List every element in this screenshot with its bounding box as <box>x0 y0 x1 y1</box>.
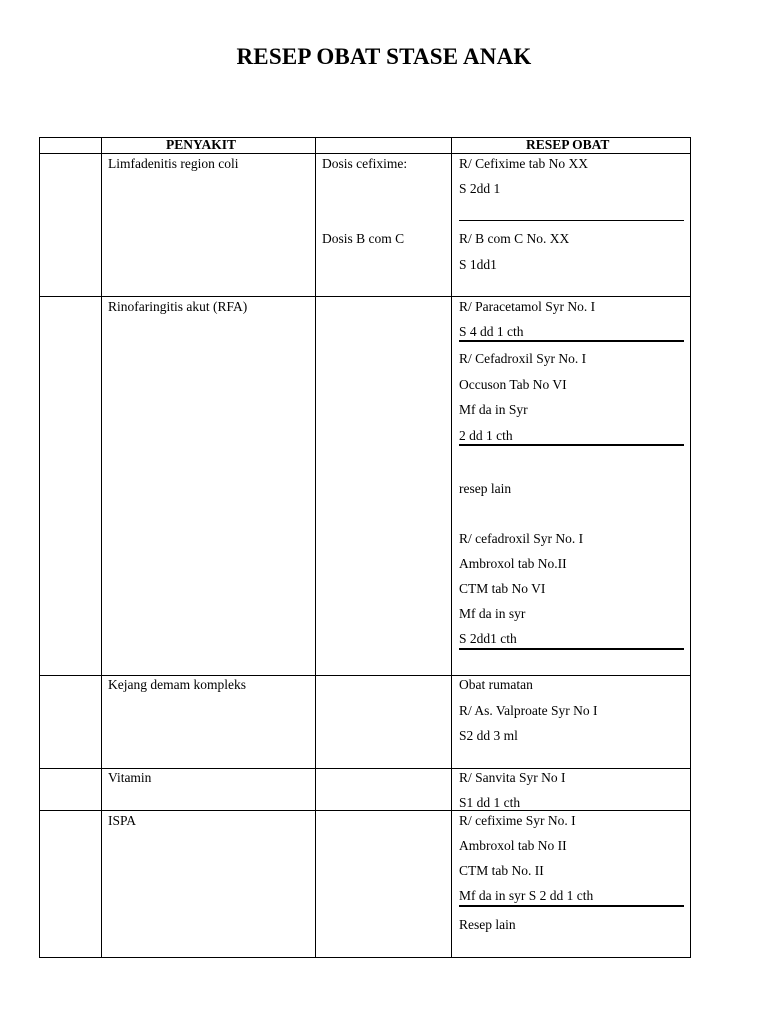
resep-line: Resep lain <box>459 917 516 932</box>
resep-line: S 2dd1 cth <box>459 631 517 646</box>
resep-line: Ambroxol tab No.II <box>459 556 567 571</box>
page-title: RESEP OBAT STASE ANAK <box>236 44 532 69</box>
resep-line: R/ cefixime Syr No. I <box>459 813 576 828</box>
resep-line: 2 dd 1 cth <box>459 428 513 443</box>
resep-line: S 2dd 1 <box>459 181 501 196</box>
resep-line: R/ cefadroxil Syr No. I <box>459 531 584 546</box>
row-penyakit: Rinofaringitis akut (RFA) <box>108 299 248 314</box>
resep-separator <box>459 220 684 221</box>
column-divider <box>315 137 316 958</box>
resep-line: Obat rumatan <box>459 677 533 692</box>
resep-line: Ambroxol tab No II <box>459 838 567 853</box>
table-border-bottom <box>39 957 691 958</box>
resep-line: CTM tab No. II <box>459 863 544 878</box>
resep-line: S 4 dd 1 cth <box>459 324 524 339</box>
resep-line: Mf da in syr S 2 dd 1 cth <box>459 888 594 903</box>
resep-line: S 1dd1 <box>459 257 497 272</box>
row-divider <box>39 675 691 676</box>
resep-line: R/ B com C No. XX <box>459 231 570 246</box>
resep-line: Occuson Tab No VI <box>459 377 567 392</box>
row-divider <box>39 296 691 297</box>
table-border-right <box>690 137 691 958</box>
resep-separator <box>459 905 684 907</box>
resep-line: R/ Cefixime tab No XX <box>459 156 588 171</box>
resep-line: Mf da in syr <box>459 606 526 621</box>
resep-line: R/ As. Valproate Syr No I <box>459 703 598 718</box>
resep-line: S2 dd 3 ml <box>459 728 518 743</box>
row-penyakit: Vitamin <box>108 770 152 785</box>
resep-separator <box>459 444 684 446</box>
row-penyakit: Kejang demam kompleks <box>108 677 246 692</box>
resep-line: R/ Sanvita Syr No I <box>459 770 566 785</box>
header-resep-obat: RESEP OBAT <box>526 137 610 152</box>
row-penyakit: Limfadenitis region coli <box>108 156 239 171</box>
row-dosis: Dosis cefixime: <box>322 156 408 171</box>
column-divider <box>101 137 102 958</box>
row-divider <box>39 810 691 811</box>
resep-line: resep lain <box>459 481 512 496</box>
row-dosis: Dosis B com C <box>322 231 405 246</box>
resep-line: CTM tab No VI <box>459 581 546 596</box>
header-divider <box>39 153 691 154</box>
column-divider <box>451 137 452 958</box>
resep-line: S1 dd 1 cth <box>459 795 521 810</box>
row-divider <box>39 768 691 769</box>
row-penyakit: ISPA <box>108 813 137 828</box>
resep-separator <box>459 340 684 342</box>
table-border-left <box>39 137 40 958</box>
header-penyakit: PENYAKIT <box>166 137 237 152</box>
resep-line: R/ Cefadroxil Syr No. I <box>459 351 587 366</box>
resep-separator <box>459 648 684 650</box>
resep-line: R/ Paracetamol Syr No. I <box>459 299 596 314</box>
resep-line: Mf da in Syr <box>459 402 528 417</box>
